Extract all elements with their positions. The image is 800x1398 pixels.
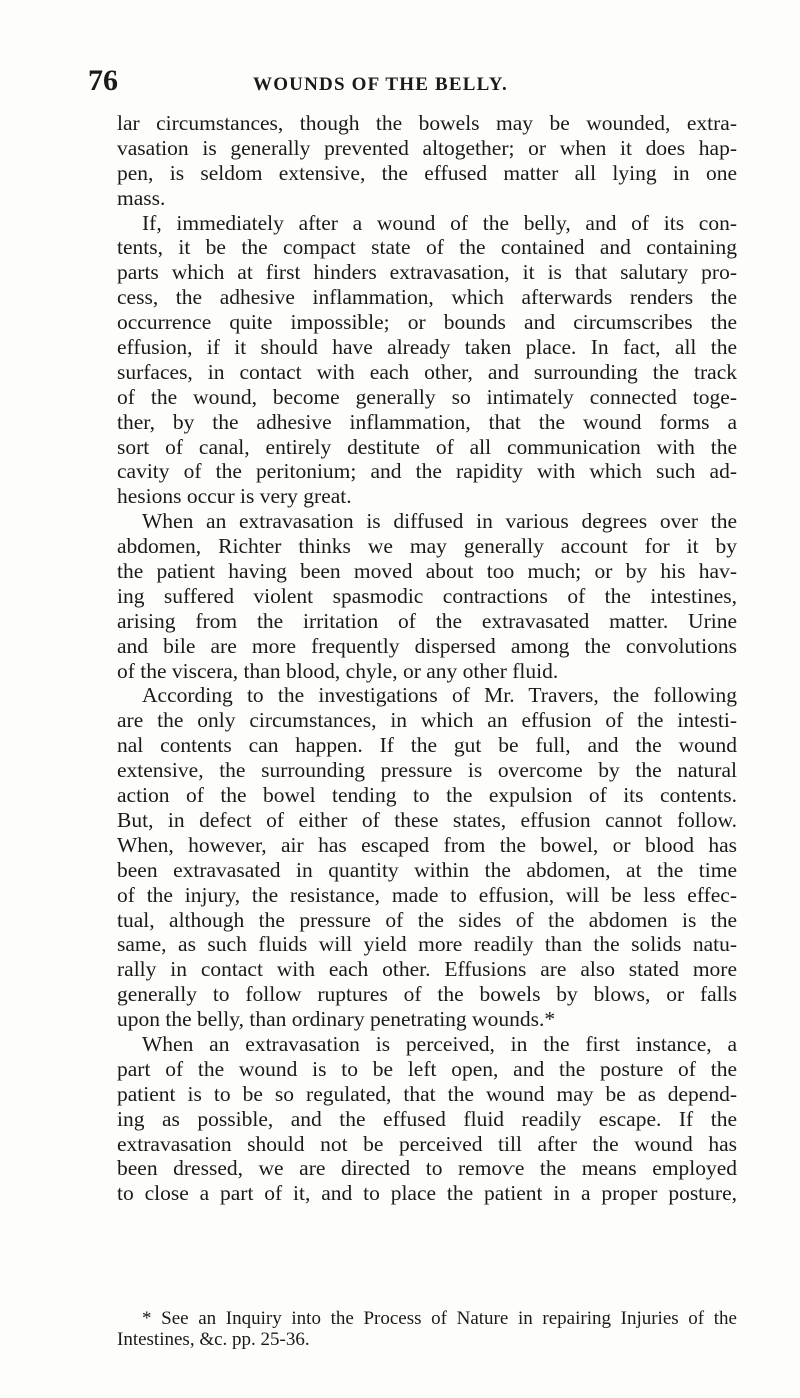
text-line: the patient having been moved about too much; or by his hav- [117, 559, 737, 584]
text-line: tual, although the pressure of the sides of the abdomen is the [117, 907, 737, 932]
text-line: mass. [117, 185, 166, 210]
running-head [88, 64, 728, 104]
text-line: of the viscera, than blood, chyle, or any other fluid. [117, 658, 559, 683]
text-line: nal contents can happen. If the gut be full, and the wound [117, 733, 737, 758]
text-line: arising from the irritation of the extravasated matter. Urine [117, 608, 737, 633]
text-line: pen, is seldom extensive, the effused matter all lying in one [117, 160, 737, 185]
text-line: lar circumstances, though the bowels may be wounded, extra- [117, 111, 737, 135]
text-line: same, as such fluids will yield more readily than the solids natu- [117, 932, 737, 957]
text-line: occurrence quite impossible; or bounds and circumscribes the [117, 310, 737, 335]
text-line: ing suffered violent spasmodic contractions of the intestines, [117, 583, 737, 608]
paragraph-start-line: According to the investigations of Mr. Travers, the following [142, 683, 737, 708]
paragraph-start-line: If, immediately after a wound of the belly, and of its con- [142, 210, 737, 235]
text-line: abdomen, Richter thinks we may generally account for it by [117, 534, 737, 559]
text-line: ther, by the adhesive inflammation, that the wound forms a [117, 409, 737, 434]
footnote-line: * See an Inquiry into the Process of Nature in repairing Injuries of the [142, 1308, 737, 1329]
footnote [117, 1308, 737, 1350]
paragraph-start-line: When an extravasation is diffused in various degrees over the [142, 509, 737, 534]
text-line: patient is to be so regulated, that the wound may be as depend- [117, 1081, 737, 1106]
running-title: WOUNDS OF THE BELLY. [253, 74, 508, 95]
text-line: effusion, if it should have already taken place. In fact, all the [117, 335, 737, 360]
text-line: cavity of the peritonium; and the rapidity with which such ad- [117, 459, 737, 484]
text-line: of the injury, the resistance, made to effusion, will be less effec- [117, 882, 737, 907]
text-line: vasation is generally prevented altogether; or when it does hap- [117, 135, 737, 160]
paragraph-start-line: When an extravasation is perceived, in the first instance, a [142, 1031, 737, 1056]
footnote-line: Intestines, &c. pp. 25-36. [117, 1329, 310, 1350]
text-line: action of the bowel tending to the expulsion of its contents. [117, 783, 737, 808]
text-line: part of the wound is to be left open, and the posture of the [117, 1056, 737, 1081]
text-line: been dressed, we are directed to remoѵe the means employed [117, 1156, 737, 1181]
text-line: But, in defect of either of these states, effusion cannot follow. [117, 807, 737, 832]
text-line: hesions occur is very great. [117, 484, 352, 509]
text-line: When, however, air has escaped from the bowel, or blood has [117, 832, 737, 857]
text-line: and bile are more frequently dispersed among the convolutions [117, 633, 737, 658]
text-line: generally to follow ruptures of the bowels by blows, or falls [117, 982, 737, 1007]
text-line: rally in contact with each other. Effusions are also stated more [117, 957, 737, 982]
text-line: surfaces, in contact with each other, and surrounding the track [117, 359, 737, 384]
text-line: parts which at first hinders extravasation, it is that salutary pro- [117, 260, 737, 285]
text-line: upon the belly, than ordinary penetrating wounds.* [117, 1007, 556, 1032]
text-line: cess, the adhesive inflammation, which afterwards renders the [117, 285, 737, 310]
text-line: to close a part of it, and to place the patient in a proper posture, [117, 1181, 737, 1206]
text-line: been extravasated in quantity within the abdomen, at the time [117, 857, 737, 882]
text-line: extravasation should not be perceived till after the wound has [117, 1131, 737, 1156]
text-line: tents, it be the compact state of the contained and containing [117, 235, 737, 260]
text-line: are the only circumstances, in which an effusion of the intesti- [117, 708, 737, 733]
text-line: extensive, the surrounding pressure is overcome by the natural [117, 758, 737, 783]
body-text [117, 111, 737, 1206]
text-line: ing as possible, and the effused fluid readily escape. If the [117, 1106, 737, 1131]
text-line: of the wound, become generally so intimately connected toge- [117, 384, 737, 409]
text-line: sort of canal, entirely destitute of all communication with the [117, 434, 737, 459]
page-number: 76 [88, 64, 118, 97]
